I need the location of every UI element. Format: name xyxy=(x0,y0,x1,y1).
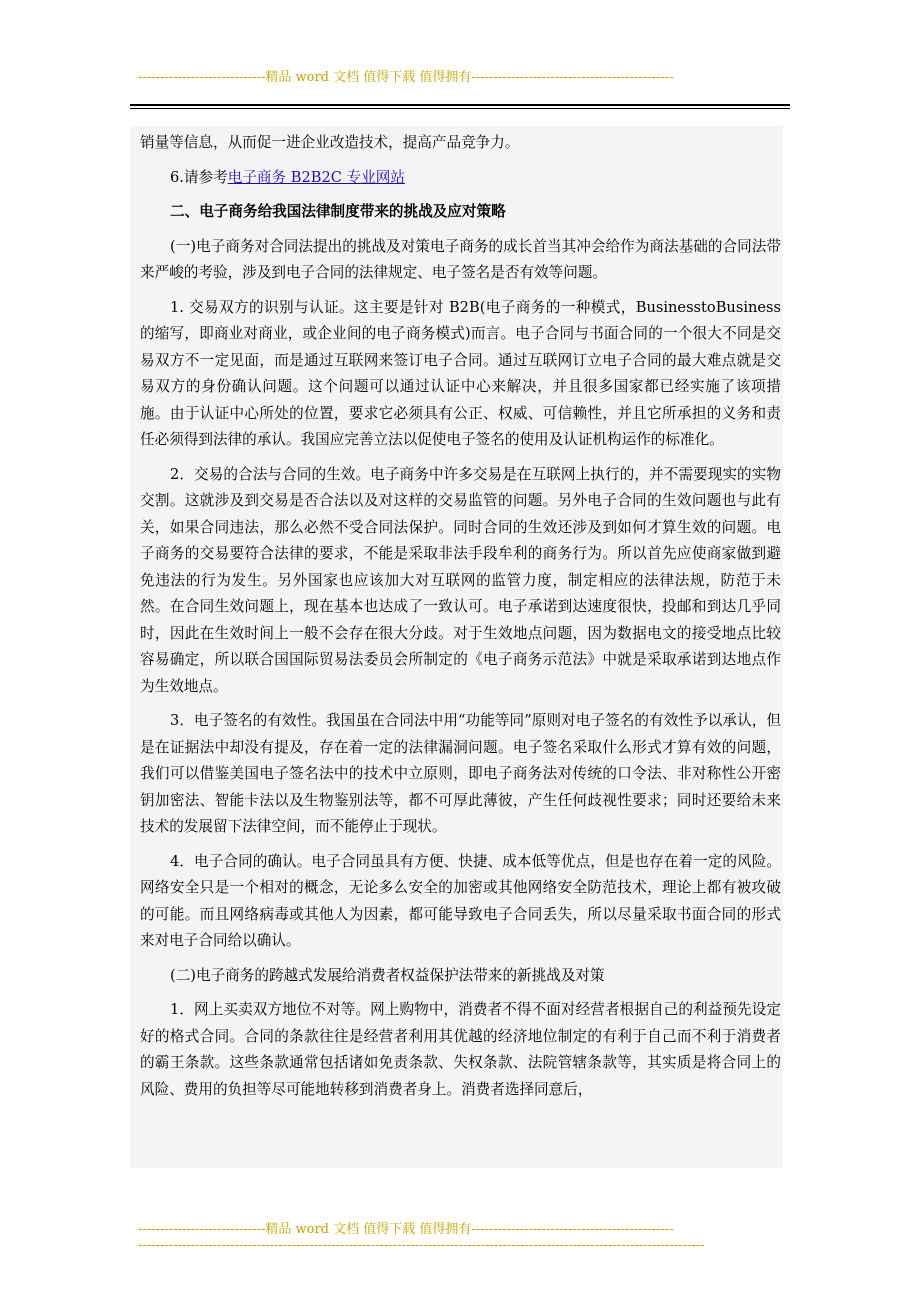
b2b2c-website-link[interactable]: 电子商务 B2B2C 专业网站 xyxy=(227,168,405,186)
document-body xyxy=(130,126,783,1168)
paragraph-e-signature: 3．电子签名的有效性。我国虽在合同法中用“功能等同”原则对电子签名的有效性予以承认，但是在证据法中却没有提及，存在着一定的法律漏洞问题。电子签名采取什么形式才算有效的问题，我们可以借鉴美国电子签名法中的技术中立原则，即电子商务法对传统的口令法、非对称性公开密钥加密法、智能卡法以及生物鉴别法等，都不可厚此薄彼，产生任何歧视性要求；同时还要给未来技术的发展留下法律空间，而不能停止于现状。 xyxy=(140,712,781,835)
section-heading: 二、电子商务给我国法律制度带来的挑战及应对策略 xyxy=(170,203,506,220)
paragraph-confirmation: 4．电子合同的确认。电子合同虽具有方便、快捷、成本低等优点，但是也存在着一定的风险。网络安全只是一个相对的概念，无论多么安全的加密或其他网络安全防范技术，理论上都有被攻破的可能。而且网络病毒或其他人为因素，都可能导致电子合同丢失，所以尽量采取书面合同的形式来对电子合同给以确认。 xyxy=(140,852,781,949)
footer-dashes: --------------------------------------------------------------------------------------------------------------------------------- xyxy=(138,1238,705,1253)
footer-banner: -----------------------------精品 word 文档 值得下载 值得拥有---------------------------------------------- xyxy=(138,1222,674,1237)
paragraph-reference xyxy=(140,165,781,192)
paragraph-identification: 1. 交易双方的识别与认证。这主要是针对 B2B(电子商务的一种模式，BusinesstoBusiness 的缩写，即商业对商业，或企业间的电子商务模式)而言。电子合同与书面合同的一个很大不同是交易双方不一定见面，而是通过互联网来签订电子合同。通过互联网订立电子合同的最大难点就是交易双方的身份确认问题。这个问题可以通过认证中心来解决，并且很多国家都已经实施了该项措施。由于认证中心所处的位置，要求它必须具有公正、权威、可信赖性，并且它所承担的义务和责任必须得到法律的承认。我国应完善立法以促使电子签名的使用及认证机构运作的标准化。 xyxy=(140,298,781,448)
paragraph-contract-law: (一)电子商务对合同法提出的挑战及对策电子商务的成长首当其冲会给作为商法基础的合同法带来严峻的考验，涉及到电子合同的法律规定、电子签名是否有效等问题。 xyxy=(140,237,781,281)
header-banner: -----------------------------精品 word 文档 值得下载 值得拥有---------------------------------------------- xyxy=(138,70,674,85)
reference-prefix: 6.请参考 xyxy=(170,168,228,186)
paragraph-intro: 销量等信息，从而促一进企业改造技术，提高产品竞争力。 xyxy=(140,134,520,151)
paragraph-unequal-status: 1．网上买卖双方地位不对等。网上购物中，消费者不得不面对经营者根据自己的利益预先设定好的格式合同。合同的条款往往是经营者利用其优越的经济地位制定的有利于自己而不利于消费者的霸王条款。这些条款通常包括诸如免责条款、失权条款、法院管辖条款等，其实质是将合同上的风险、费用的负担等尽可能地转移到消费者身上。消费者选择同意后， xyxy=(140,1001,781,1098)
header-rule-thick xyxy=(130,104,790,106)
paragraph-legality: 2．交易的合法与合同的生效。电子商务中许多交易是在互联网上执行的，并不需要现实的实物交割。这就涉及到交易是否合法以及对这样的交易监管的问题。另外电子合同的生效问题也与此有关，如果合同违法，那么必然不受合同法保护。同时合同的生效还涉及到如何才算生效的问题。电子商务的交易要符合法律的要求，不能是采取非法手段牟利的商务行为。所以首先应使商家做到避免违法的行为发生。另外国家也应该加大对互联网的监管力度，制定相应的法律法规，防范于未然。在合同生效问题上，现在基本也达成了一致认可。电子承诺到达速度很快，投邮和到达几乎同时，因此在生效时间上一般不会存在很大分歧。对于生效地点问题，因为数据电文的接受地点比较容易确定，所以联合国国际贸易法委员会所制定的《电子商务示范法》中就是采取承诺到达地点作为生效地点。 xyxy=(140,465,781,695)
paragraph-consumer-heading: (二)电子商务的跨越式发展给消费者权益保护法带来的新挑战及对策 xyxy=(170,966,605,984)
header-rule-thin xyxy=(130,108,790,109)
